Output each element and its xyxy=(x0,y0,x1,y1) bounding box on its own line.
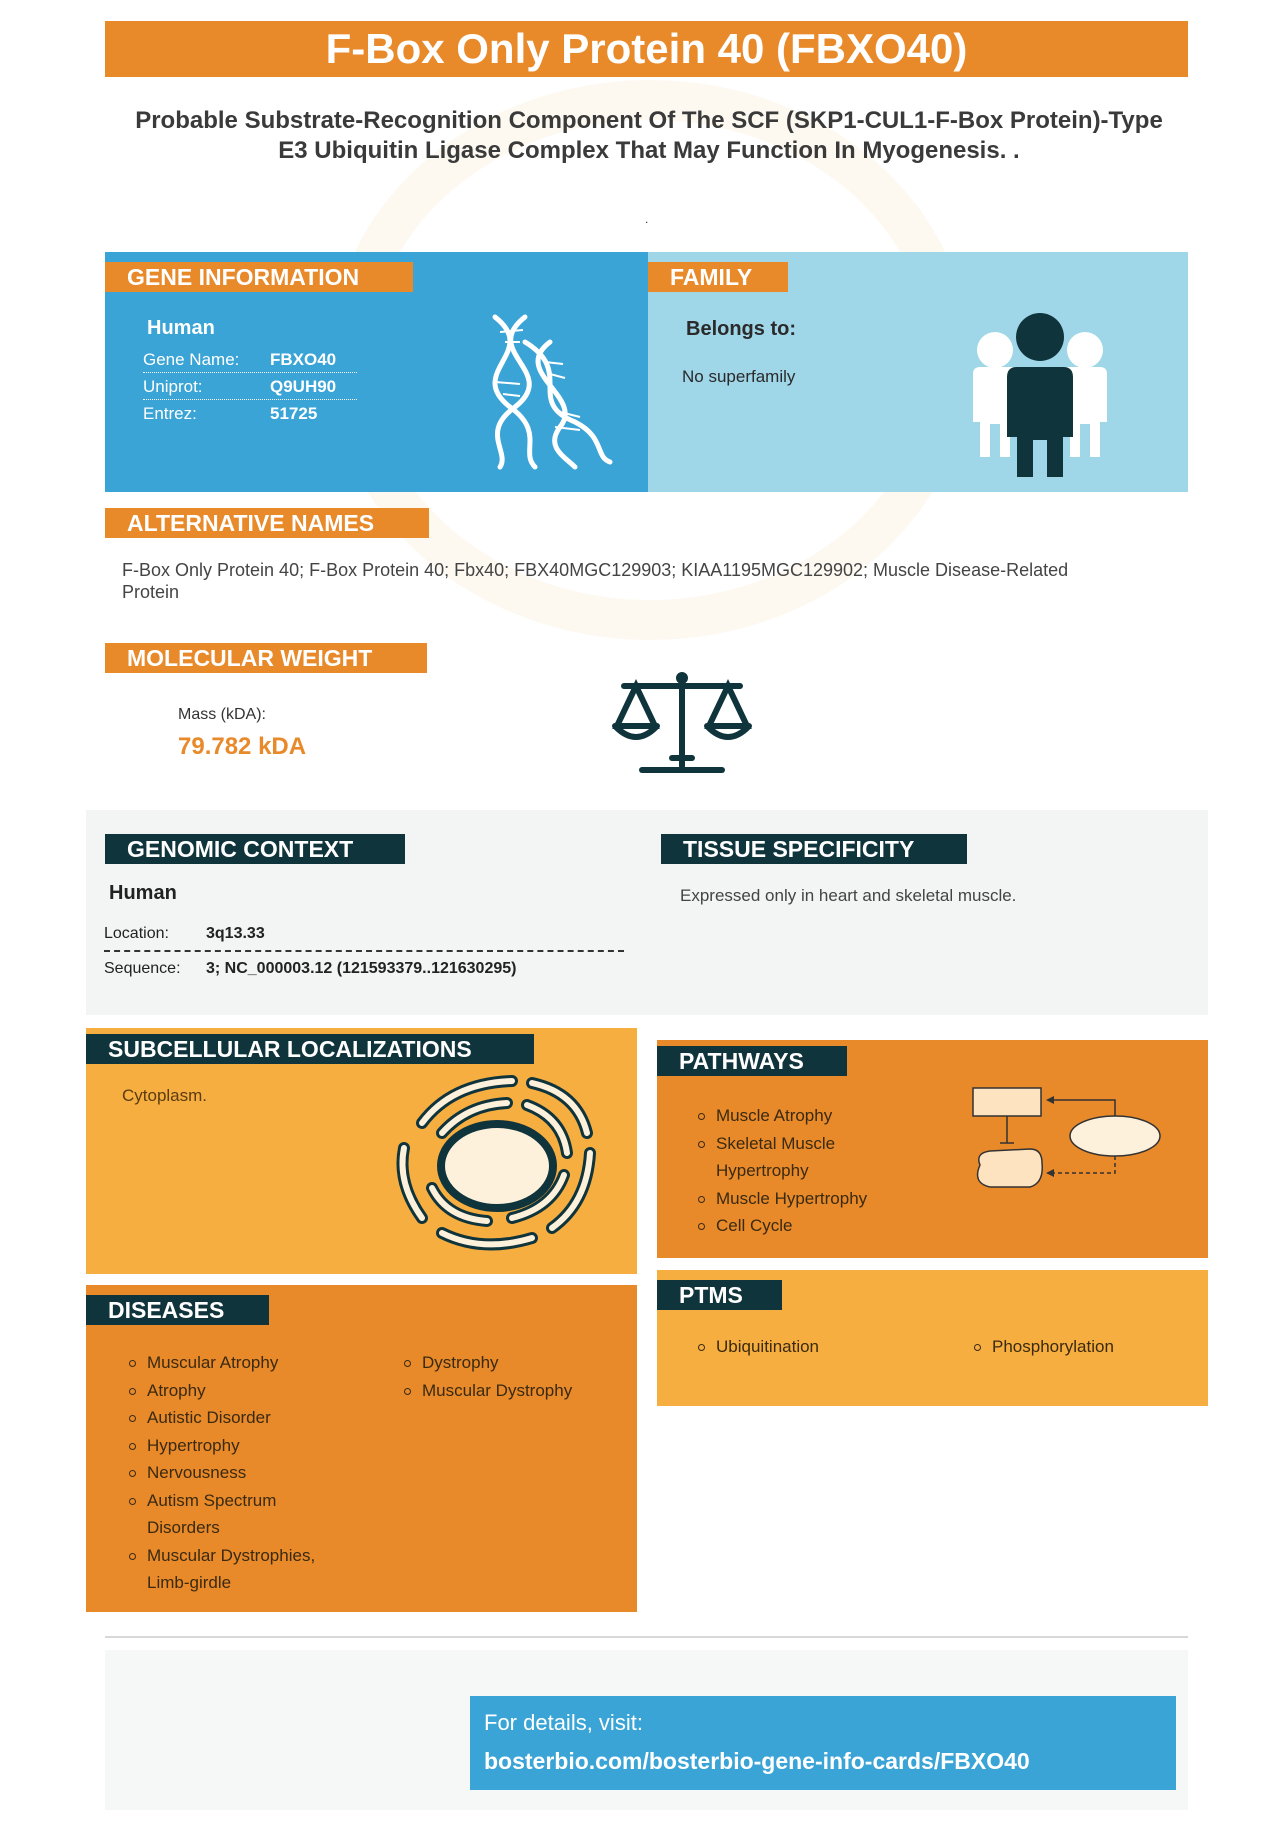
gene-name-key: Gene Name: xyxy=(143,350,240,369)
ptms-list xyxy=(970,1333,1170,1361)
uniprot-key: Uniprot: xyxy=(143,377,203,396)
family-label: FAMILY xyxy=(648,262,788,292)
list-item: Cell Cycle xyxy=(694,1212,914,1240)
list-item: Muscle Hypertrophy xyxy=(694,1185,914,1213)
mass-label: Mass (kDA): xyxy=(178,706,266,723)
footer-divider xyxy=(105,1636,1188,1638)
list-item: Phosphorylation xyxy=(970,1333,1170,1361)
gene-information-label: GENE INFORMATION xyxy=(105,262,413,292)
list-item: Muscular Atrophy xyxy=(125,1349,345,1377)
list-item: Hypertrophy xyxy=(125,1432,345,1460)
uniprot-value: Q9UH90 xyxy=(270,377,337,396)
alternative-names-text: F-Box Only Protein 40; F-Box Protein 40; Fbx40; FBX40MGC129903; KIAA1195MGC129902; Muscle Disease-Related Protein xyxy=(122,560,1069,602)
balance-scale-icon xyxy=(612,668,754,783)
stray-dot: . xyxy=(645,212,649,226)
diseases-label: DISEASES xyxy=(86,1295,269,1325)
list-item: Muscular Dystrophies, Limb-girdle xyxy=(125,1542,345,1597)
molecular-weight-label: MOLECULAR WEIGHT xyxy=(105,643,427,673)
genomic-context-label: GENOMIC CONTEXT xyxy=(105,834,405,864)
list-item: Autistic Disorder xyxy=(125,1404,345,1432)
genomic-species: Human xyxy=(109,882,177,904)
diseases-list-col2 xyxy=(400,1349,630,1404)
entrez-value: 51725 xyxy=(270,404,318,423)
list-item: Nervousness xyxy=(125,1459,345,1487)
people-group-icon xyxy=(965,312,1115,482)
tissue-specificity-text: Expressed only in heart and skeletal muscle. xyxy=(680,886,1017,905)
page-subtitle: Probable Substrate-Recognition Component Of The SCF (SKP1-CUL1-F-Box Protein)-Type E3 Ubiquitin Ligase Complex That May Function In Myogenesis. . xyxy=(135,107,1163,164)
family-heading: Belongs to: xyxy=(686,318,796,340)
list-item: Skeletal Muscle Hypertrophy xyxy=(694,1130,914,1185)
cell-organelle-icon xyxy=(392,1063,598,1253)
mass-value: 79.782 kDA xyxy=(178,733,307,760)
subcellular-label: SUBCELLULAR LOCALIZATIONS xyxy=(86,1034,534,1064)
entrez-key: Entrez: xyxy=(143,404,197,423)
dna-helix-icon xyxy=(465,312,615,472)
subcellular-text: Cytoplasm. xyxy=(122,1086,208,1105)
list-item: Ubiquitination xyxy=(694,1333,914,1361)
pathways-label: PATHWAYS xyxy=(657,1046,847,1076)
sequence-key: Sequence: xyxy=(104,960,181,977)
sequence-value: 3; NC_000003.12 (121593379..121630295) xyxy=(206,960,517,977)
gene-name-value: FBXO40 xyxy=(270,350,337,369)
diseases-list-col1 xyxy=(125,1349,345,1597)
page-title: F-Box Only Protein 40 (FBXO40) xyxy=(105,21,1188,77)
divider xyxy=(143,372,357,373)
pathway-diagram-icon xyxy=(970,1083,1170,1198)
details-link-box[interactable] xyxy=(470,1696,1176,1790)
gene-species: Human xyxy=(147,317,215,339)
cta-label: For details, visit: xyxy=(484,1710,643,1735)
pathways-list xyxy=(694,1102,914,1240)
ptms-list xyxy=(694,1333,914,1361)
divider xyxy=(143,399,357,400)
list-item: Dystrophy xyxy=(400,1349,630,1377)
cta-link[interactable]: bosterbio.com/bosterbio-gene-info-cards/FBXO40 xyxy=(484,1748,1030,1774)
ptms-label: PTMS xyxy=(657,1280,782,1310)
list-item: Muscular Dystrophy xyxy=(400,1377,630,1405)
location-key: Location: xyxy=(104,925,169,942)
list-item: Muscle Atrophy xyxy=(694,1102,914,1130)
list-item: Autism Spectrum Disorders xyxy=(125,1487,345,1542)
family-value: No superfamily xyxy=(682,367,796,386)
alternative-names-label: ALTERNATIVE NAMES xyxy=(105,508,429,538)
divider xyxy=(104,950,624,952)
list-item: Atrophy xyxy=(125,1377,345,1405)
location-value: 3q13.33 xyxy=(206,925,265,942)
tissue-specificity-label: TISSUE SPECIFICITY xyxy=(661,834,967,864)
